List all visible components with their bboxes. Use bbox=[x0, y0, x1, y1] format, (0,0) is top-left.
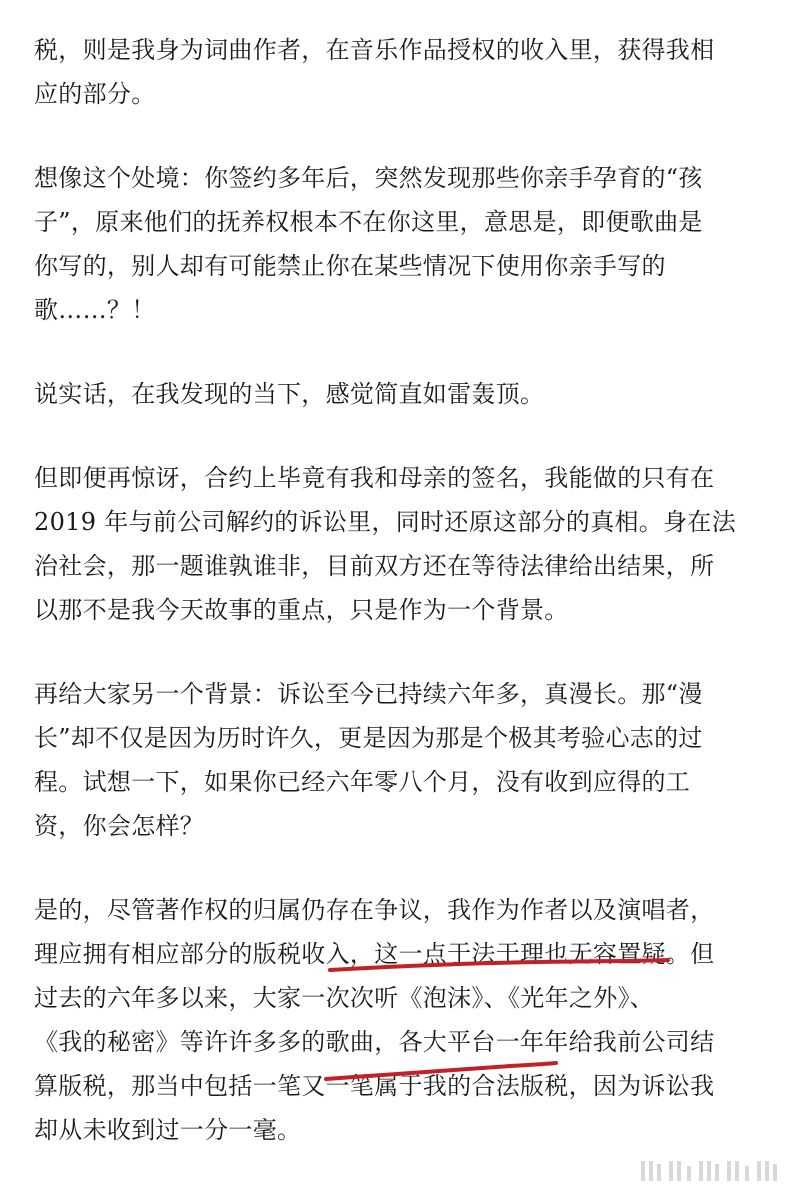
text-line: 《我的秘密》等许许多多的歌曲，各大平台一年年给我前公司结 bbox=[34, 1028, 715, 1056]
text-line: 资，你会怎样？ bbox=[34, 812, 205, 840]
text-line: 算版税，那当中包括一笔又一笔属于我的合法版税，因为诉讼我 bbox=[34, 1072, 715, 1100]
text-line: 歌……？！ bbox=[34, 296, 156, 324]
text-line: 2019 年与前公司解约的诉讼里，同时还原这部分的真相。身在法 bbox=[34, 508, 737, 536]
paragraph-6 bbox=[34, 888, 769, 1152]
paragraph-2 bbox=[34, 156, 769, 332]
text-line: 却从未收到过一分一毫。 bbox=[34, 1116, 302, 1144]
paragraph-1 bbox=[34, 28, 769, 116]
article-body bbox=[34, 28, 769, 1192]
text-line: 再给大家另一个背景：诉讼至今已持续六年多，真漫长。那“漫 bbox=[34, 680, 703, 708]
text-line: 但即便再惊讶，合约上毕竟有我和母亲的签名，我能做的只有在 bbox=[34, 464, 715, 492]
text-line: 想像这个处境：你签约多年后，突然发现那些你亲手孕育的“孩 bbox=[34, 164, 703, 192]
text-line: 税，则是我身为词曲作者，在音乐作品授权的收入里，获得我相 bbox=[34, 36, 715, 64]
text-line: 是的，尽管著作权的归属仍存在争议，我作为作者以及演唱者， bbox=[34, 896, 715, 924]
text-line: 说实话，在我发现的当下，感觉简直如雷轰顶。 bbox=[34, 380, 545, 408]
text-line: 理应拥有相应部分的版税收入，这一点于法于理也无容置疑。但 bbox=[34, 940, 715, 968]
paragraph-4 bbox=[34, 456, 769, 632]
text-line: 长”却不仅是因为历时许久，更是因为那是个极其考验心志的过 bbox=[34, 724, 703, 752]
text-line: 你写的，别人却有可能禁止你在某些情况下使用你亲手写的 bbox=[34, 252, 666, 280]
paragraph-5 bbox=[34, 672, 769, 848]
text-line: 程。试想一下，如果你已经六年零八个月，没有收到应得的工 bbox=[34, 768, 691, 796]
text-line: 应的部分。 bbox=[34, 80, 156, 108]
text-line: 以那不是我今天故事的重点，只是作为一个背景。 bbox=[34, 596, 569, 624]
text-line: 过去的六年多以来，大家一次次听《泡沫》、《光年之外》、 bbox=[34, 984, 655, 1012]
text-line: 治社会，那一题谁孰谁非，目前双方还在等待法律给出结果，所 bbox=[34, 552, 715, 580]
text-line: 子”，原来他们的抚养权根本不在你这里，意思是，即便歌曲是 bbox=[34, 208, 703, 236]
paragraph-3 bbox=[34, 372, 769, 416]
